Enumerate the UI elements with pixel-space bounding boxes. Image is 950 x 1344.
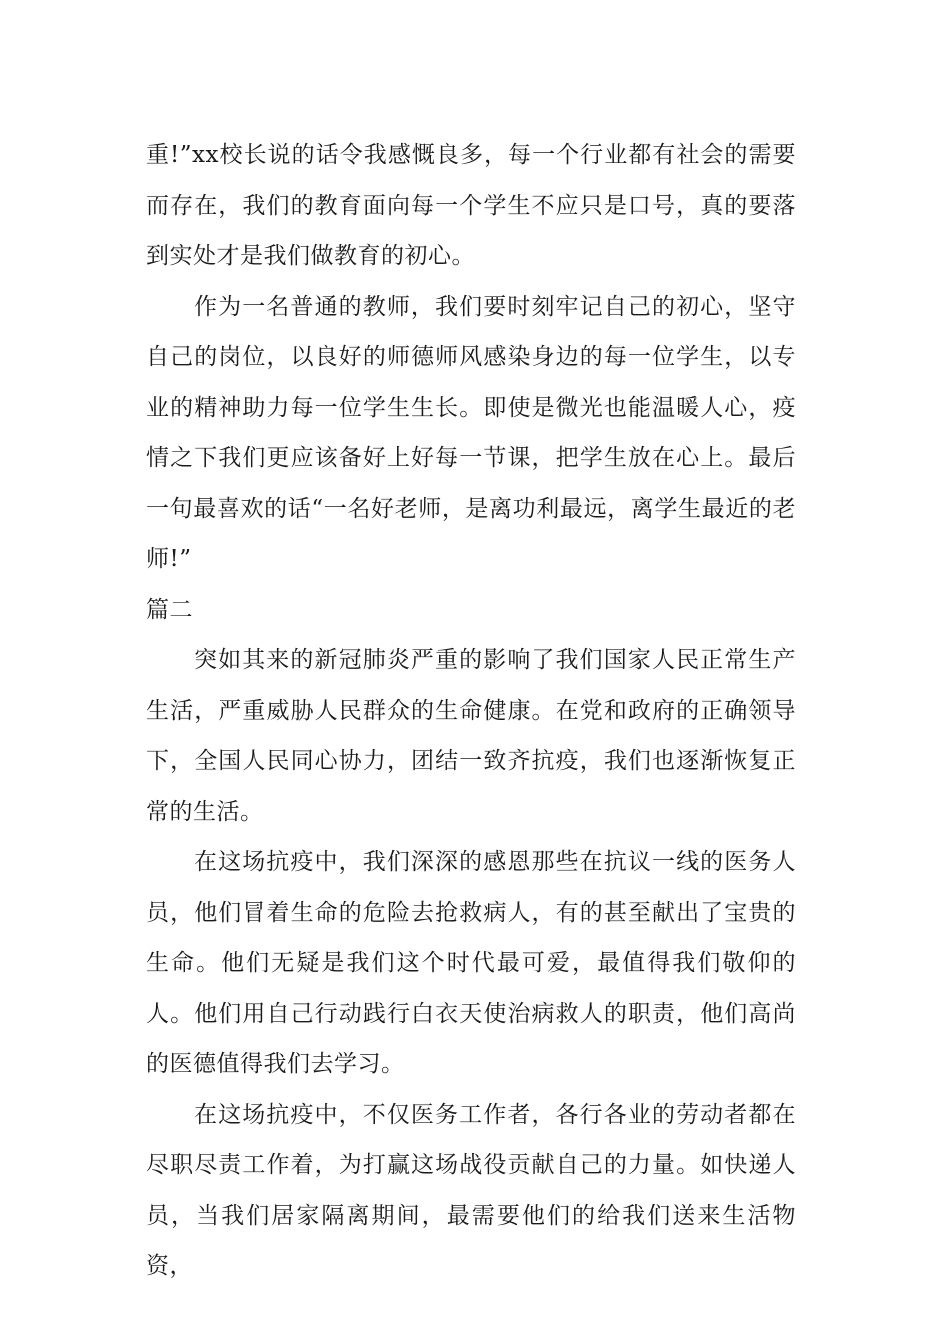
section-heading: 篇二 (146, 596, 193, 623)
paragraph-continuation: 重!”xx校长说的话令我感慨良多，每一个行业都有社会的需要而存在，我们的教育面向每一个学生不应只是口号，真的要落到实处才是我们做教育的初心。 (146, 142, 796, 269)
paragraph-all-workers: 在这场抗疫中，不仅医务工作者，各行各业的劳动者都在尽职尽责工作着，为打赢这场战役贡献自己的力量。如快递人员，当我们居家隔离期间，最需要他们的给我们送来生活物资， (146, 1101, 796, 1279)
document-body (146, 130, 796, 1292)
paragraph-teacher-initial-heart: 作为一名普通的教师，我们要时刻牢记自己的初心，坚守自己的岗位，以良好的师德师风感染身边的每一位学生，以专业的精神助力每一位学生生长。即使是微光也能温暖人心，疫情之下我们更应该备好上好每一节课，把学生放在心上。最后一句最喜欢的话“一名好老师，是离功利最远，离学生最近的老师!” (146, 293, 796, 572)
paragraph-pandemic-intro: 突如其来的新冠肺炎严重的影响了我们国家人民正常生产生活，严重威胁人民群众的生命健康。在党和政府的正确领导下，全国人民同心协力，团结一致齐抗疫，我们也逐渐恢复正常的生活。 (146, 647, 796, 825)
paragraph-medical-workers: 在这场抗疫中，我们深深的感恩那些在抗议一线的医务人员，他们冒着生命的危险去抢救病人，有的甚至献出了宝贵的生命。他们无疑是我们这个时代最可爱，最值得我们敬仰的人。他们用自己行动践行白衣天使治病救人的职责，他们高尚的医德值得我们去学习。 (146, 849, 796, 1077)
